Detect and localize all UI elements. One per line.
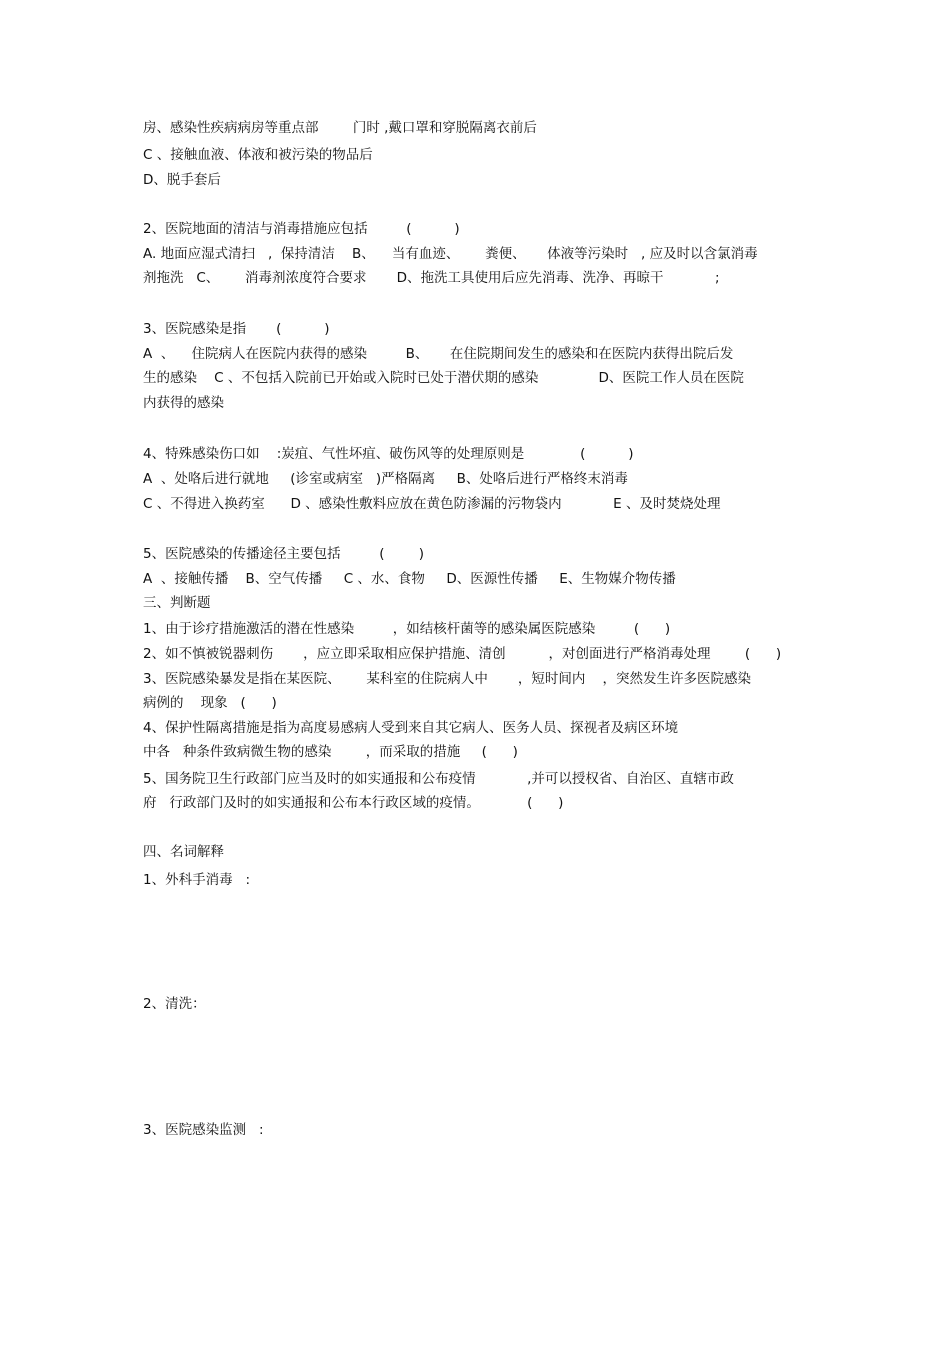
term-2: 2、清洗： xyxy=(143,996,206,1012)
q5-title: 5、医院感染的传播途径主要包括 ( ) xyxy=(143,546,425,562)
q2-title: 2、医院地面的清洁与消毒措施应包括 ( ) xyxy=(143,221,460,237)
term-1: 1、外科手消毒 : xyxy=(143,872,251,888)
q3-options-line-2: 生的感染 C 、不包括入院前已开始或入院时已处于潜伏期的感染 D、医院工作人员在医院 xyxy=(143,370,744,386)
q4-title: 4、特殊感染伤口如 :炭疽、气性坏疽、破伤风等的处理原则是 ( ) xyxy=(143,446,634,462)
tf-question-5-line-1: 5、国务院卫生行政部门应当及时的如实通报和公布疫情 ,并可以授权省、自治区、直辖市政 xyxy=(143,771,734,787)
tf-question-4-line-2: 中各 种条件致病微生物的感染 ，而采取的措施 ( ) xyxy=(143,744,518,760)
term-3: 3、医院感染监测 : xyxy=(143,1122,264,1138)
q3-title: 3、医院感染是指 ( ) xyxy=(143,321,330,337)
tf-question-3-line-1: 3、医院感染暴发是指在某医院、 某科室的住院病人中 ，短时间内 ，突然发生许多医院感染 xyxy=(143,671,752,687)
q3-options-line-3: 内获得的感染 xyxy=(143,395,224,411)
q3-options-line-1: A 、 住院病人在医院内获得的感染 B、 在住院期间发生的感染和在医院内获得出院后发 xyxy=(143,346,734,362)
q1-option-b-continuation: 房、感染性疾病病房等重点部 门时 ,戴口罩和穿脱隔离衣前后 xyxy=(143,120,537,136)
tf-question-3-line-2: 病例的 现象 ( ) xyxy=(143,695,277,711)
tf-question-5-line-2: 府 行政部门及时的如实通报和公布本行政区域的疫情。 ( ) xyxy=(143,795,564,811)
tf-question-1: 1、由于诊疗措施激活的潜在性感染 ，如结核杆菌等的感染属医院感染 ( ) xyxy=(143,621,671,637)
q2-options-line-2: 剂拖洗 C、 消毒剂浓度符合要求 D、拖洗工具使用后应先消毒、洗净、再晾干 ; xyxy=(143,270,720,286)
q2-options-line-1: A. 地面应湿式清扫 , 保持清洁 B、 当有血迹、 粪便、 体液等污染时 , 应及时以含氯消毒 xyxy=(143,246,758,262)
q1-option-d: D、脱手套后 xyxy=(143,172,221,188)
q1-option-c: C 、接触血液、体液和被污染的物品后 xyxy=(143,147,373,163)
q4-options-line-2: C 、不得进入换药室 D 、感染性敷料应放在黄色防渗漏的污物袋内 E 、及时焚烧处理 xyxy=(143,496,721,512)
section-terms-heading: 四、名词解释 xyxy=(143,844,224,860)
tf-question-2: 2、如不慎被锐器刺伤 ，应立即采取相应保护措施、清创 ，对创面进行严格消毒处理 ( ) xyxy=(143,646,782,662)
q4-options-line-1: A 、处咯后进行就地 (诊室或病室 )严格隔离 B、处咯后进行严格终末消毒 xyxy=(143,471,628,487)
q5-options: A 、接触传播 B、空气传播 C 、水、食物 D、医源性传播 E、生物媒介物传播 xyxy=(143,571,676,587)
section-true-false-heading: 三、判断题 xyxy=(143,595,211,611)
tf-question-4-line-1: 4、保护性隔离措施是指为高度易感病人受到来自其它病人、医务人员、探视者及病区环境 xyxy=(143,720,679,736)
